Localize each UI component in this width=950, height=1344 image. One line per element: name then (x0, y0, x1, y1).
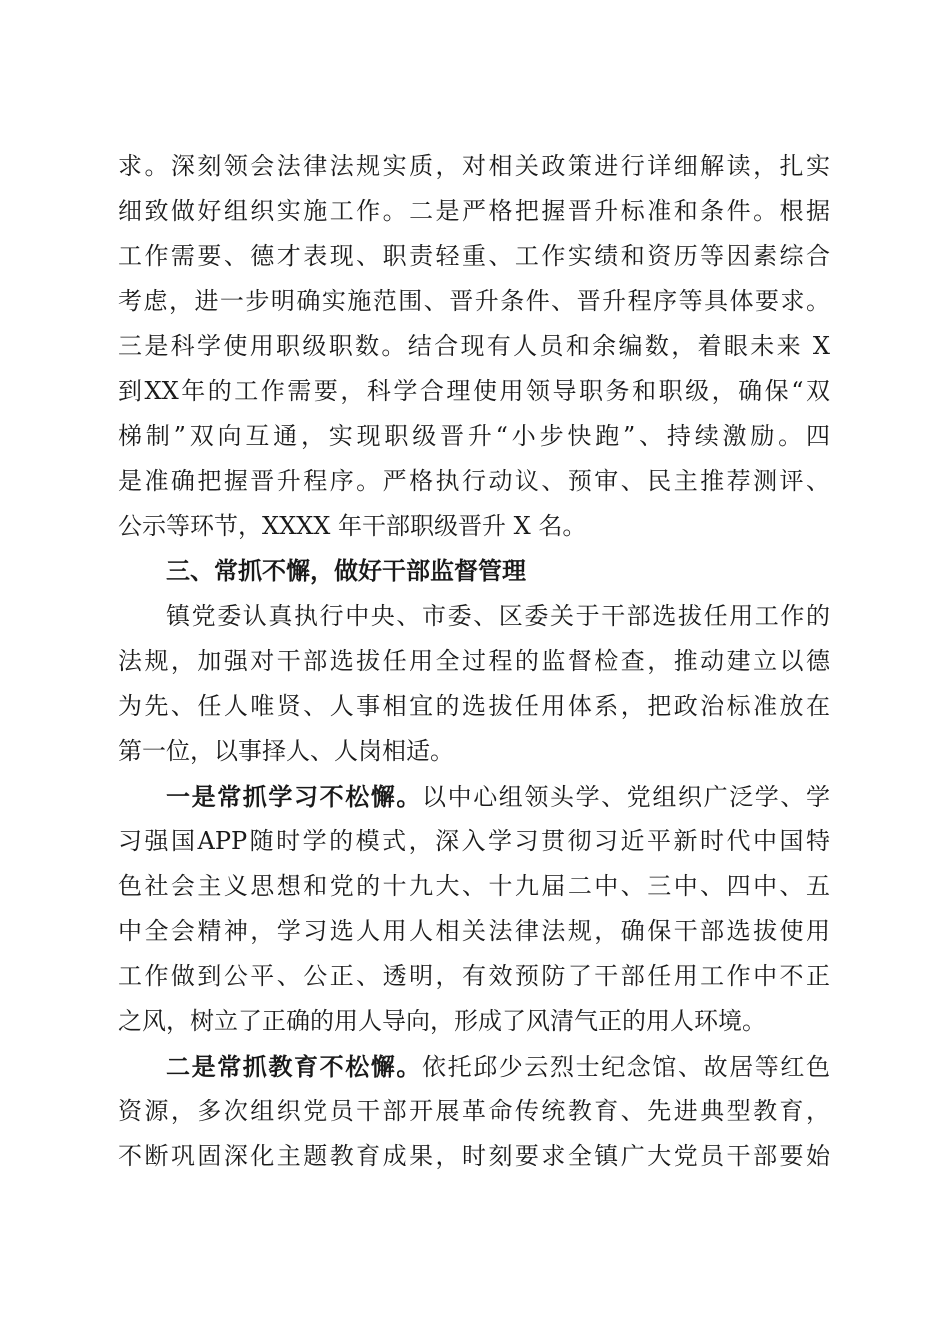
paragraph-study (118, 774, 830, 1044)
paragraph-first-rest: 依托邱少云烈士纪念馆、故居等红色 (422, 1053, 830, 1081)
paragraph-intro (118, 594, 830, 774)
text-line: 资源，多次组织党员干部开展革命传统教育、先进典型教育， (118, 1097, 830, 1125)
text-line: 是准确把握晋升程序。严格执行动议、预审、民主推荐测评、 (118, 467, 830, 495)
text-line: 公示等环节，XXXX 年干部职级晋升 X 名。 (118, 512, 587, 540)
text-line: 为先、任人唯贤、人事相宜的选拔任用体系，把政治标准放在 (118, 692, 830, 720)
text-line (118, 1044, 830, 1089)
paragraph-lead: 一是常抓学习不松懈。 (166, 782, 422, 811)
text-line: 工作需要、德才表现、职责轻重、工作实绩和资历等因素综合 (118, 242, 830, 270)
paragraph-lead: 二是常抓教育不松懈。 (166, 1052, 422, 1081)
text-line: 之风，树立了正确的用人导向，形成了风清气正的用人环境。 (118, 1007, 766, 1035)
text-line: 三是科学使用职级职数。结合现有人员和余编数，着眼未来 X (118, 332, 830, 360)
text-line: 法规，加强对干部选拔任用全过程的监督检查，推动建立以德 (118, 647, 830, 675)
paragraph-first-rest: 以中心组领头学、党组织广泛学、学 (422, 783, 830, 811)
text-line: 考虑，进一步明确实施范围、晋升条件、晋升程序等具体要求。 (118, 287, 830, 315)
text-line: 色社会主义思想和党的十九大、十九届二中、三中、四中、五 (118, 872, 830, 900)
text-line: 工作做到公平、公正、透明，有效预防了干部任用工作中不正 (118, 962, 830, 990)
text-line: 第一位，以事择人、人岗相适。 (118, 737, 454, 765)
paragraph-continued (118, 144, 830, 549)
text-line: 中全会精神，学习选人用人相关法律法规，确保干部选拔使用 (118, 917, 830, 945)
text-line: 不断巩固深化主题教育成果，时刻要求全镇广大党员干部要始 (118, 1142, 830, 1170)
text-line: 求。深刻领会法律法规实质，对相关政策进行详细解读，扎实 (118, 152, 830, 180)
text-line: 梯制”双向互通，实现职级晋升“小步快跑”、持续激励。四 (118, 422, 830, 450)
text-line: 到XX年的工作需要，科学合理使用领导职务和职级，确保“双 (118, 377, 830, 405)
text-line: 习强国APP随时学的模式，深入学习贯彻习近平新时代中国特 (118, 827, 830, 855)
section-heading: 三、常抓不懈，做好干部监督管理 (166, 557, 526, 585)
document-page (118, 144, 830, 1179)
text-line: 镇党委认真执行中央、市委、区委关于干部选拔任用工作的 (166, 602, 830, 630)
text-line: 细致做好组织实施工作。二是严格把握晋升标准和条件。根据 (118, 197, 830, 225)
text-line (118, 774, 830, 819)
paragraph-education (118, 1044, 830, 1179)
